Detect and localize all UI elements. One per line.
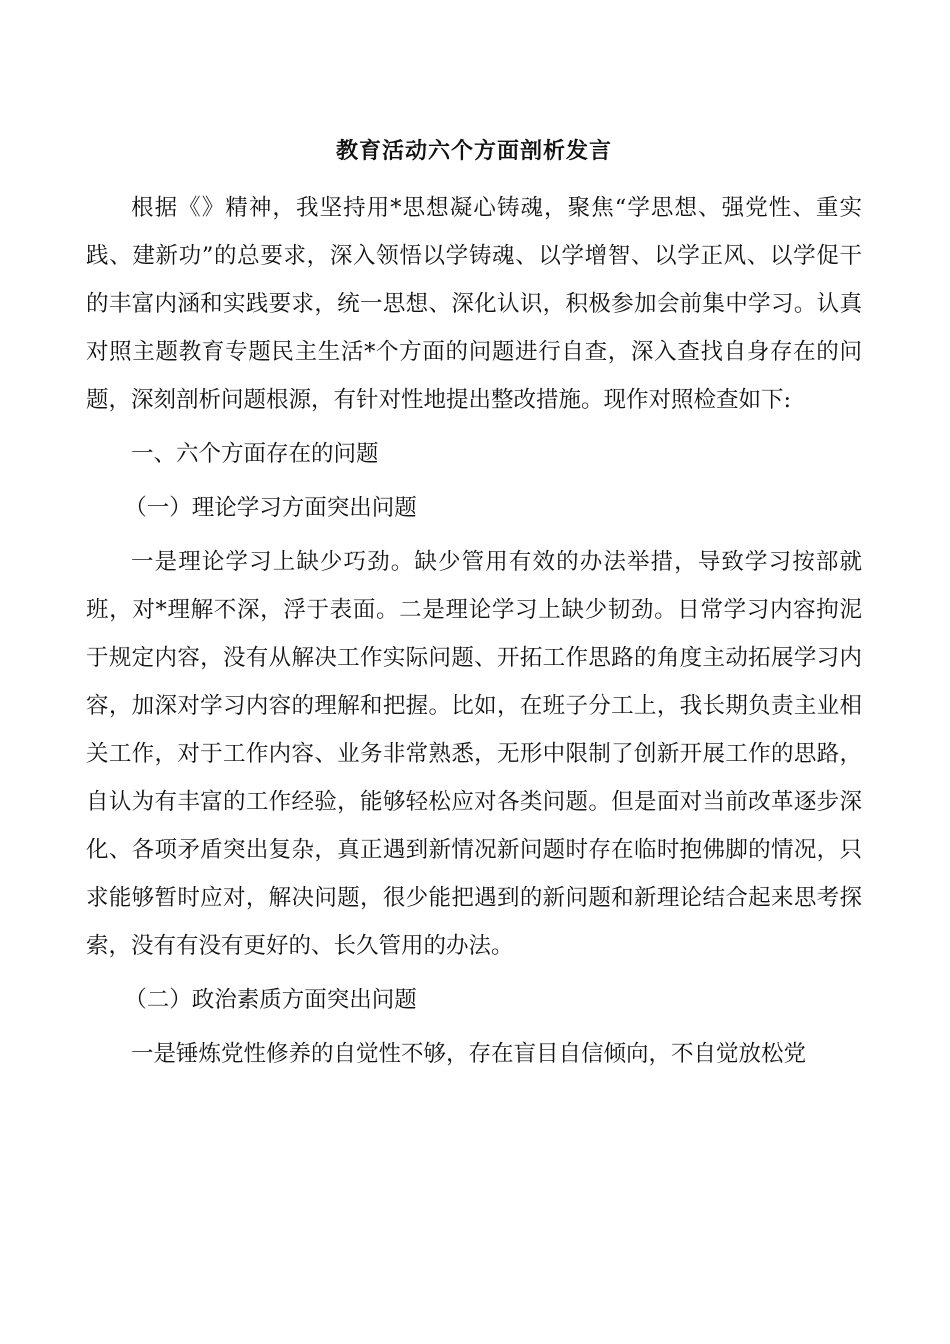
section-heading-1: 一、六个方面存在的问题: [131, 441, 379, 467]
document-page: [86, 130, 862, 1084]
subsection-2-body: 一是锤炼党性修养的自觉性不够，存在盲目自信倾向，不自觉放松党: [131, 1041, 807, 1067]
subsection-heading-1: （一）理论学习方面突出问题: [124, 495, 417, 521]
subsection-heading-2: （二）政治素质方面突出问题: [124, 987, 417, 1013]
document-title: 教育活动六个方面剖析发言: [335, 138, 612, 164]
subsection-1-body: 一是理论学习上缺少巧劲。缺少管用有效的办法举措，导致学习按部就班，对*理解不深，浮于表面。二是理论学习上缺少韧劲。日常学习内容拘泥于规定内容，没有从解决工作实际问题、开拓工作思路的角度主动拓展学习内容，加深对学习内容的理解和把握。比如，在班子分工上，我长期负责主业相关工作，对于工作内容、业务非常熟悉，无形中限制了创新开展工作的思路，自认为有丰富的工作经验，能够轻松应对各类问题。但是面对当前改革逐步深化、各项矛盾突出复杂，真正遇到新情况新问题时存在临时抱佛脚的情况，只求能够暂时应对，解决问题，很少能把遇到的新问题和新理论结合起来思考探索，没有有没有更好的、长久管用的办法。: [86, 549, 862, 959]
intro-paragraph: 根据《》精神，我坚持用*思想凝心铸魂，聚焦“学思想、强党性、重实践、建新功”的总要求，深入领悟以学铸魂、以学增智、以学正风、以学促干的丰富内涵和实践要求，统一思想、深化认识，积极参加会前集中学习。认真对照主题教育专题民主生活*个方面的问题进行自查，深入查找自身存在的问题，深刻剖析问题根源，有针对性地提出整改措施。现作对照检查如下:: [86, 195, 862, 413]
